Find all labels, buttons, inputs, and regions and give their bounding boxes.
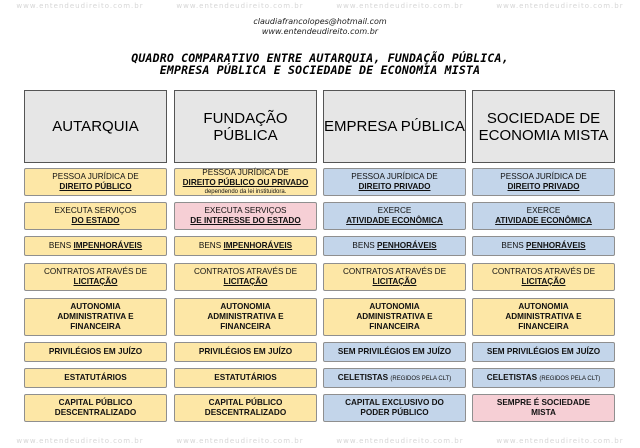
cell-line: FINANCEIRA xyxy=(369,322,420,331)
column-header xyxy=(24,90,167,163)
cell-line: PESSOA JURÍDICA DE xyxy=(351,172,438,181)
cell-line: FINANCEIRA xyxy=(70,322,121,331)
cell-line: ESTATUTÁRIOS xyxy=(214,373,277,382)
column-autarquia xyxy=(24,90,167,417)
cell-line: AUTONOMIA xyxy=(369,302,420,311)
cell-line: ADMINISTRATIVA E xyxy=(207,312,284,321)
cell-text: PENHORÁVEIS xyxy=(376,241,437,250)
watermark-bottom xyxy=(0,437,640,447)
cell-line: EXERCE xyxy=(377,206,412,215)
cell-line: SEMPRE É SOCIEDADE xyxy=(496,398,591,407)
cell-line: PRIVILÉGIOS EM JUÍZO xyxy=(198,347,293,356)
cell-line: EXECUTA SERVIÇOS xyxy=(204,206,287,215)
cell-line xyxy=(487,373,601,384)
cell-text: BENS xyxy=(48,241,74,250)
cell-text: CELETISTAS xyxy=(486,372,540,382)
comparison-cell xyxy=(174,394,317,422)
comparison-cell xyxy=(323,394,466,422)
watermark-text: www.entendeudireito.com.br xyxy=(496,437,624,445)
cell-line: PRIVILÉGIOS EM JUÍZO xyxy=(48,347,143,356)
cell-line xyxy=(501,241,585,251)
column-empresa-publica xyxy=(323,90,466,417)
cell-line: DO ESTADO xyxy=(71,216,120,225)
comparison-cell xyxy=(24,368,167,388)
cell-line: MISTA xyxy=(531,408,556,417)
page-title xyxy=(20,52,620,76)
watermark-text: www.entendeudireito.com.br xyxy=(496,2,624,10)
cell-line: PODER PÚBLICO xyxy=(360,408,429,417)
cell-line xyxy=(199,241,292,251)
column-header-line: AUTARQUIA xyxy=(52,118,139,135)
cell-line xyxy=(49,241,142,251)
comparison-cell xyxy=(472,263,615,291)
comparison-cell xyxy=(24,202,167,230)
cell-line: CONTRATOS ATRAVÉS DE xyxy=(491,267,596,276)
cell-line: EXECUTA SERVIÇOS xyxy=(54,206,137,215)
comparison-cell xyxy=(323,202,466,230)
author-site: www.entendeudireito.com.br xyxy=(261,27,379,36)
comparison-cell xyxy=(174,342,317,362)
cell-text: (REGIDOS PELA CLT) xyxy=(390,375,452,382)
cell-line: SEM PRIVILÉGIOS EM JUÍZO xyxy=(486,347,601,356)
comparison-cell xyxy=(24,342,167,362)
cell-line: CONTRATOS ATRAVÉS DE xyxy=(193,267,298,276)
comparison-cell xyxy=(323,236,466,256)
comparison-cell xyxy=(24,263,167,291)
author-email: claudiafrancolopes@hotmail.com xyxy=(253,17,387,26)
cell-line: CAPITAL PÚBLICO xyxy=(58,398,133,407)
cell-line: LICITAÇÃO xyxy=(223,277,268,286)
comparison-cell xyxy=(472,368,615,388)
cell-line: LICITAÇÃO xyxy=(372,277,417,286)
cell-line: CAPITAL PÚBLICO xyxy=(208,398,283,407)
cell-text: BENS xyxy=(352,241,377,250)
comparison-cell xyxy=(174,236,317,256)
watermark-text: www.entendeudireito.com.br xyxy=(176,2,304,10)
comparison-cell xyxy=(323,368,466,388)
cell-line: PESSOA JURÍDICA DE xyxy=(202,168,289,177)
comparison-cell xyxy=(24,236,167,256)
comparison-cell xyxy=(472,342,615,362)
cell-line: DIREITO PÚBLICO xyxy=(59,182,132,191)
comparison-cell xyxy=(472,236,615,256)
cell-line xyxy=(338,373,452,384)
watermark-text: www.entendeudireito.com.br xyxy=(16,437,144,445)
cell-text: CELETISTAS xyxy=(337,372,391,382)
watermark-text: www.entendeudireito.com.br xyxy=(336,2,464,10)
comparison-cell xyxy=(323,298,466,336)
cell-line: ESTATUTÁRIOS xyxy=(64,373,127,382)
column-header xyxy=(174,90,317,163)
column-header xyxy=(323,90,466,163)
comparison-cell xyxy=(24,298,167,336)
watermark-top xyxy=(0,2,640,12)
column-header-line: EMPRESA PÚBLICA xyxy=(324,118,465,135)
cell-line: ADMINISTRATIVA E xyxy=(356,312,433,321)
cell-line: DIREITO PRIVADO xyxy=(507,182,580,191)
cell-line: DIREITO PRIVADO xyxy=(358,182,431,191)
watermark-text: www.entendeudireito.com.br xyxy=(336,437,464,445)
comparison-cell xyxy=(323,263,466,291)
column-header-line: PÚBLICA xyxy=(213,126,278,144)
cell-text: (REGIDOS PELA CLT) xyxy=(539,375,601,382)
cell-line xyxy=(352,241,436,251)
cell-line: CONTRATOS ATRAVÉS DE xyxy=(342,267,447,276)
cell-text: IMPENHORÁVEIS xyxy=(73,241,143,250)
cell-line: DE INTERESSE DO ESTADO xyxy=(190,216,301,225)
cell-line: FINANCEIRA xyxy=(220,322,271,331)
column-header-line: ECONOMIA MISTA xyxy=(478,126,609,144)
cell-line: ATIVIDADE ECONÔMICA xyxy=(346,216,443,225)
comparison-cell xyxy=(472,202,615,230)
cell-line: dependendo da lei instituidora. xyxy=(204,189,287,195)
comparison-cell xyxy=(472,298,615,336)
comparison-cell xyxy=(174,263,317,291)
cell-line: CAPITAL EXCLUSIVO DO xyxy=(345,398,444,407)
cell-line: DESCENTRALIZADO xyxy=(204,408,287,417)
page-title-line-1: QUADRO COMPARATIVO ENTRE AUTARQUIA, FUNDAÇÃO PÚBLICA, xyxy=(131,51,509,65)
author-credits xyxy=(0,17,640,37)
cell-line: ADMINISTRATIVA E xyxy=(57,312,134,321)
comparison-cell xyxy=(174,168,317,196)
cell-line: AUTONOMIA xyxy=(518,302,569,311)
comparison-cell xyxy=(174,368,317,388)
cell-line: EXERCE xyxy=(526,206,561,215)
watermark-text: www.entendeudireito.com.br xyxy=(16,2,144,10)
comparison-cell xyxy=(24,394,167,422)
comparison-cell xyxy=(24,168,167,196)
page-title-line-2: EMPRESA PÚBLICA E SOCIEDADE DE ECONOMIA MISTA xyxy=(159,63,481,77)
comparison-cell xyxy=(472,394,615,422)
comparison-cell xyxy=(323,342,466,362)
column-fundacao-publica xyxy=(174,90,317,417)
comparison-cell xyxy=(174,298,317,336)
cell-line: AUTONOMIA xyxy=(70,302,121,311)
cell-line: FINANCEIRA xyxy=(518,322,569,331)
watermark-text: www.entendeudireito.com.br xyxy=(176,437,304,445)
column-header xyxy=(472,90,615,163)
cell-line: ATIVIDADE ECONÔMICA xyxy=(495,216,592,225)
column-sociedade-de-economia-mista xyxy=(472,90,615,417)
cell-line: DIREITO PÚBLICO OU PRIVADO xyxy=(182,178,309,187)
cell-line: PESSOA JURÍDICA DE xyxy=(52,172,139,181)
comparison-cell xyxy=(174,202,317,230)
column-header-line: FUNDAÇÃO xyxy=(203,109,288,127)
cell-text: IMPENHORÁVEIS xyxy=(223,241,293,250)
cell-line: SEM PRIVILÉGIOS EM JUÍZO xyxy=(337,347,452,356)
cell-line: ADMINISTRATIVA E xyxy=(505,312,582,321)
cell-line: LICITAÇÃO xyxy=(521,277,566,286)
comparison-cell xyxy=(323,168,466,196)
comparison-cell xyxy=(472,168,615,196)
cell-line: CONTRATOS ATRAVÉS DE xyxy=(43,267,148,276)
cell-line: AUTONOMIA xyxy=(220,302,271,311)
cell-text: BENS xyxy=(198,241,224,250)
cell-line: LICITAÇÃO xyxy=(73,277,118,286)
cell-text: BENS xyxy=(501,241,526,250)
cell-line: DESCENTRALIZADO xyxy=(54,408,137,417)
cell-line: PESSOA JURÍDICA DE xyxy=(500,172,587,181)
column-header-line: SOCIEDADE DE xyxy=(486,109,601,127)
cell-text: PENHORÁVEIS xyxy=(525,241,586,250)
